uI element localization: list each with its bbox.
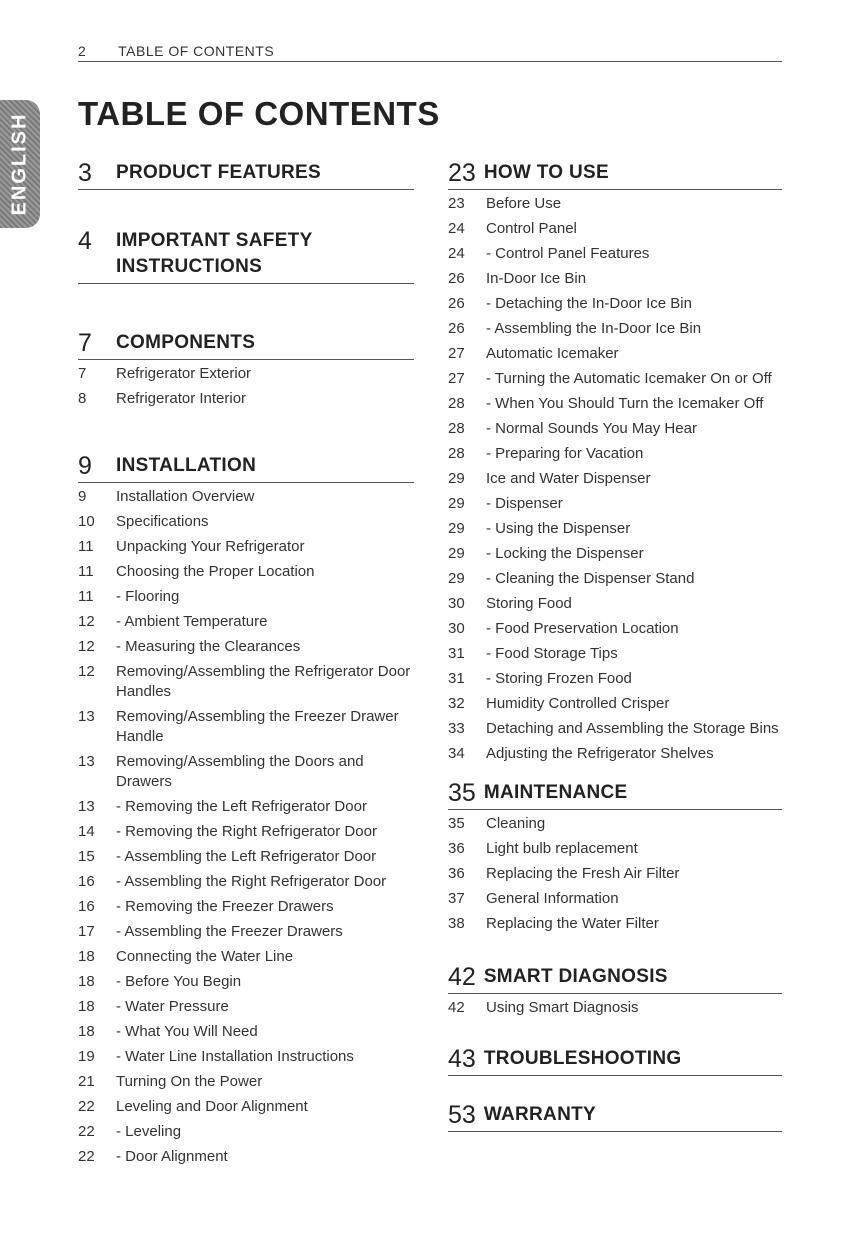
entry-title: - Water Pressure (116, 998, 229, 1015)
section-heading[interactable] (448, 1046, 782, 1076)
entry-page-number: 26 (448, 320, 465, 337)
entry-title: - Leveling (116, 1123, 182, 1140)
toc-section-warranty (448, 1102, 782, 1132)
entry-page-number: 37 (448, 890, 465, 907)
entry-title: Humidity Controlled Crisper (486, 695, 670, 712)
language-tab (0, 100, 40, 228)
entry-page-number: 13 (78, 708, 95, 725)
entry-page-number: 10 (78, 513, 95, 530)
toc-entry[interactable] (448, 294, 782, 314)
toc-entry[interactable] (78, 997, 414, 1017)
entry-page-number: 24 (448, 220, 465, 237)
entry-page-number: 27 (448, 345, 465, 362)
section-page-number: 9 (78, 452, 92, 480)
entry-page-number: 36 (448, 865, 465, 882)
toc-section-product-features (78, 160, 414, 190)
entry-title: - Dispenser (486, 495, 563, 512)
toc-entry[interactable] (448, 544, 782, 564)
section-entries (78, 487, 414, 1167)
entry-title: Adjusting the Refrigerator Shelves (486, 745, 714, 762)
entry-title: Automatic Icemaker (486, 345, 619, 362)
toc-entry[interactable] (78, 389, 414, 409)
entry-title: - Turning the Automatic Icemaker On or Off (486, 370, 772, 387)
entry-page-number: 29 (448, 545, 465, 562)
entry-page-number: 18 (78, 998, 95, 1015)
entry-page-number: 12 (78, 638, 95, 655)
entry-title: - Cleaning the Dispenser Stand (486, 570, 695, 587)
toc-entry[interactable] (448, 814, 782, 834)
toc-entry[interactable] (78, 847, 414, 867)
entry-page-number: 18 (78, 1023, 95, 1040)
section-page-number: 4 (78, 227, 92, 255)
entry-page-number: 29 (448, 520, 465, 537)
entry-page-number: 29 (448, 470, 465, 487)
entry-page-number: 18 (78, 948, 95, 965)
entry-page-number: 23 (448, 195, 465, 212)
section-title: WARRANTY (483, 1104, 596, 1125)
toc-entry[interactable] (78, 922, 414, 942)
toc-entry[interactable] (448, 469, 782, 489)
entry-title: - Removing the Freezer Drawers (116, 898, 334, 915)
section-title: MAINTENANCE (483, 782, 628, 803)
entry-title: - Normal Sounds You May Hear (486, 420, 697, 437)
entry-title: Light bulb replacement (486, 840, 638, 857)
section-page-number: 43 (448, 1045, 476, 1073)
entry-title: - Using the Dispenser (486, 520, 631, 537)
entry-page-number: 9 (78, 488, 87, 505)
entry-page-number: 12 (78, 663, 95, 680)
toc-entry[interactable] (448, 864, 782, 884)
entry-page-number: 22 (78, 1098, 95, 1115)
entry-page-number: 11 (78, 563, 94, 580)
section-title: PRODUCT FEATURES (116, 162, 322, 183)
toc-entry[interactable] (78, 612, 414, 632)
section-title: HOW TO USE (483, 162, 609, 183)
entry-page-number: 26 (448, 295, 465, 312)
toc-entry[interactable] (448, 839, 782, 859)
entry-title: Specifications (116, 513, 209, 530)
toc-section-installation (78, 453, 414, 1167)
entry-title: - Assembling the Left Refrigerator Door (116, 848, 377, 865)
entry-page-number: 31 (448, 645, 465, 662)
entry-title: - Ambient Temperature (116, 613, 268, 630)
entry-page-number: 28 (448, 445, 465, 462)
section-page-number: 42 (448, 963, 476, 991)
running-header (78, 43, 782, 62)
toc-entry[interactable] (448, 444, 782, 464)
entry-title: - Assembling the Right Refrigerator Door (116, 873, 387, 890)
left-column (78, 160, 414, 1172)
entry-title: - Removing the Right Refrigerator Door (116, 823, 377, 840)
entry-title: - Food Preservation Location (486, 620, 679, 637)
entry-title: - What You Will Need (116, 1023, 258, 1040)
entry-page-number: 22 (78, 1148, 95, 1165)
section-entries (448, 998, 782, 1018)
section-page-number: 3 (78, 159, 92, 187)
entry-page-number: 21 (78, 1073, 95, 1090)
entry-title: Leveling and Door Alignment (116, 1098, 308, 1115)
section-page-number: 53 (448, 1101, 476, 1129)
toc-entry[interactable] (78, 537, 414, 557)
entry-title: Removing/Assembling the Freezer Drawer Handle (116, 708, 399, 745)
entry-page-number: 31 (448, 670, 465, 687)
entry-page-number: 13 (78, 753, 95, 770)
toc-section-components (78, 330, 414, 409)
toc-entry[interactable] (448, 219, 782, 239)
toc-entry[interactable] (448, 694, 782, 714)
toc-entry[interactable] (448, 569, 782, 589)
page-number: 2 (78, 43, 87, 59)
entry-title: - Door Alignment (116, 1148, 228, 1165)
toc-entry[interactable] (78, 822, 414, 842)
toc-entry[interactable] (78, 364, 414, 384)
toc-entry[interactable] (78, 707, 414, 747)
entry-title: General Information (486, 890, 619, 907)
page-title: TABLE OF CONTENTS (78, 95, 440, 132)
section-title: COMPONENTS (116, 332, 256, 353)
entry-title: Before Use (486, 195, 562, 212)
entry-page-number: 29 (448, 570, 465, 587)
entry-page-number: 30 (448, 620, 465, 637)
entry-title: Refrigerator Exterior (116, 365, 252, 382)
entry-title: - Detaching the In-Door Ice Bin (486, 295, 692, 312)
toc-entry[interactable] (448, 519, 782, 539)
entry-page-number: 27 (448, 370, 465, 387)
toc-entry[interactable] (78, 587, 414, 607)
toc-entry[interactable] (78, 897, 414, 917)
toc-entry[interactable] (448, 494, 782, 514)
entry-title: Removing/Assembling the Refrigerator Door Handles (116, 663, 411, 700)
entry-page-number: 12 (78, 613, 95, 630)
toc-entry[interactable] (448, 744, 782, 764)
entry-title: - Storing Frozen Food (486, 670, 632, 687)
entry-title: Unpacking Your Refrigerator (116, 538, 305, 555)
toc-section-important-safety-instructions (78, 228, 414, 284)
toc-entry[interactable] (448, 998, 782, 1018)
entry-page-number: 16 (78, 898, 95, 915)
section-heading[interactable] (448, 964, 782, 994)
toc-entry[interactable] (78, 637, 414, 657)
entry-title: - Assembling the In-Door Ice Bin (486, 320, 702, 337)
entry-title: Refrigerator Interior (116, 390, 247, 407)
entry-title: In-Door Ice Bin (486, 270, 587, 287)
toc-entry[interactable] (78, 1072, 414, 1092)
section-entries (448, 814, 782, 934)
section-page-number: 23 (448, 159, 476, 187)
section-heading[interactable] (448, 160, 782, 190)
entry-page-number: 13 (78, 798, 95, 815)
entry-page-number: 34 (448, 745, 465, 762)
section-title: TROUBLESHOOTING (483, 1048, 682, 1069)
toc-entry[interactable] (78, 1147, 414, 1167)
entry-page-number: 18 (78, 973, 95, 990)
entry-page-number: 35 (448, 815, 465, 832)
entry-page-number: 32 (448, 695, 465, 712)
entry-page-number: 14 (78, 823, 95, 840)
section-heading[interactable] (78, 228, 414, 284)
running-title: TABLE OF CONTENTS (118, 43, 275, 59)
toc-entry[interactable] (78, 487, 414, 507)
toc-entry[interactable] (448, 194, 782, 214)
entry-title: - Assembling the Freezer Drawers (116, 923, 343, 940)
section-heading[interactable] (78, 453, 414, 483)
entry-page-number: 17 (78, 923, 95, 940)
toc-entry[interactable] (448, 244, 782, 264)
entry-title: - Before You Begin (116, 973, 242, 990)
toc-entry[interactable] (448, 369, 782, 389)
entry-title: - Water Line Installation Instructions (116, 1048, 354, 1065)
toc-entry[interactable] (448, 644, 782, 664)
entry-page-number: 38 (448, 915, 465, 932)
toc-entry[interactable] (78, 752, 414, 792)
entry-title: Using Smart Diagnosis (486, 999, 639, 1016)
toc-entry[interactable] (448, 719, 782, 739)
toc-entry[interactable] (78, 562, 414, 582)
toc-section-troubleshooting (448, 1046, 782, 1076)
entry-title: - Preparing for Vacation (486, 445, 644, 462)
toc-entry[interactable] (78, 872, 414, 892)
toc-entry[interactable] (78, 1122, 414, 1142)
entry-title: - Flooring (116, 588, 180, 605)
toc-entry[interactable] (448, 889, 782, 909)
toc-entry[interactable] (448, 394, 782, 414)
entry-page-number: 11 (78, 538, 94, 555)
section-heading[interactable] (448, 1102, 782, 1132)
entry-page-number: 26 (448, 270, 465, 287)
entry-page-number: 11 (78, 588, 94, 605)
toc-entry[interactable] (78, 512, 414, 532)
entry-page-number: 33 (448, 720, 465, 737)
entry-page-number: 15 (78, 848, 95, 865)
toc-entry[interactable] (78, 1022, 414, 1042)
toc-entry[interactable] (448, 594, 782, 614)
entry-title: Ice and Water Dispenser (486, 470, 651, 487)
section-entries (78, 364, 414, 409)
section-title: INSTALLATION (116, 455, 257, 476)
toc-entry[interactable] (448, 669, 782, 689)
section-heading[interactable] (78, 160, 414, 190)
entry-title: Cleaning (486, 815, 546, 832)
toc-section-maintenance (448, 780, 782, 934)
toc-entry[interactable] (448, 319, 782, 339)
entry-title: Control Panel (486, 220, 577, 237)
toc-entry[interactable] (78, 972, 414, 992)
entry-page-number: 28 (448, 420, 465, 437)
entry-title: - Removing the Left Refrigerator Door (116, 798, 367, 815)
entry-title: - Control Panel Features (486, 245, 650, 262)
section-heading[interactable] (448, 780, 782, 810)
toc-section-how-to-use (448, 160, 782, 764)
toc-entry[interactable] (78, 797, 414, 817)
section-page-number: 35 (448, 779, 476, 807)
entry-page-number: 30 (448, 595, 465, 612)
entry-title: Installation Overview (116, 488, 255, 505)
toc-entry[interactable] (448, 419, 782, 439)
entry-page-number: 16 (78, 873, 95, 890)
entry-title: Storing Food (486, 595, 572, 612)
right-column (448, 160, 782, 1132)
section-page-number: 7 (78, 329, 92, 357)
entry-page-number: 8 (78, 390, 87, 407)
entry-page-number: 22 (78, 1123, 95, 1140)
entry-title: - When You Should Turn the Icemaker Off (486, 395, 764, 412)
toc-entry[interactable] (448, 344, 782, 364)
entry-title: - Locking the Dispenser (486, 545, 644, 562)
entry-title: Detaching and Assembling the Storage Bins (486, 720, 779, 737)
entry-page-number: 36 (448, 840, 465, 857)
entry-title: Turning On the Power (116, 1073, 263, 1090)
section-entries (448, 194, 782, 764)
toc-entry[interactable] (448, 269, 782, 289)
entry-page-number: 28 (448, 395, 465, 412)
entry-title: - Food Storage Tips (486, 645, 618, 662)
section-title: IMPORTANT SAFETY INSTRUCTIONS (116, 230, 313, 277)
entry-page-number: 24 (448, 245, 465, 262)
toc-entry[interactable] (448, 619, 782, 639)
entry-title: Removing/Assembling the Doors and Drawers (116, 753, 364, 790)
toc-section-smart-diagnosis (448, 964, 782, 1018)
toc-entry[interactable] (78, 1097, 414, 1117)
entry-page-number: 42 (448, 999, 465, 1016)
entry-page-number: 19 (78, 1048, 95, 1065)
entry-page-number: 7 (78, 365, 87, 382)
language-tab-label: ENGLISH (8, 112, 31, 216)
entry-title: Replacing the Water Filter (486, 915, 659, 932)
entry-title: Connecting the Water Line (116, 948, 294, 965)
toc-entry[interactable] (78, 947, 414, 967)
section-heading[interactable] (78, 330, 414, 360)
entry-title: Replacing the Fresh Air Filter (486, 865, 680, 882)
section-title: SMART DIAGNOSIS (483, 966, 668, 987)
toc-entry[interactable] (78, 662, 414, 702)
entry-page-number: 29 (448, 495, 465, 512)
entry-title: - Measuring the Clearances (116, 638, 301, 655)
toc-entry[interactable] (448, 914, 782, 934)
toc-entry[interactable] (78, 1047, 414, 1067)
entry-title: Choosing the Proper Location (116, 563, 315, 580)
